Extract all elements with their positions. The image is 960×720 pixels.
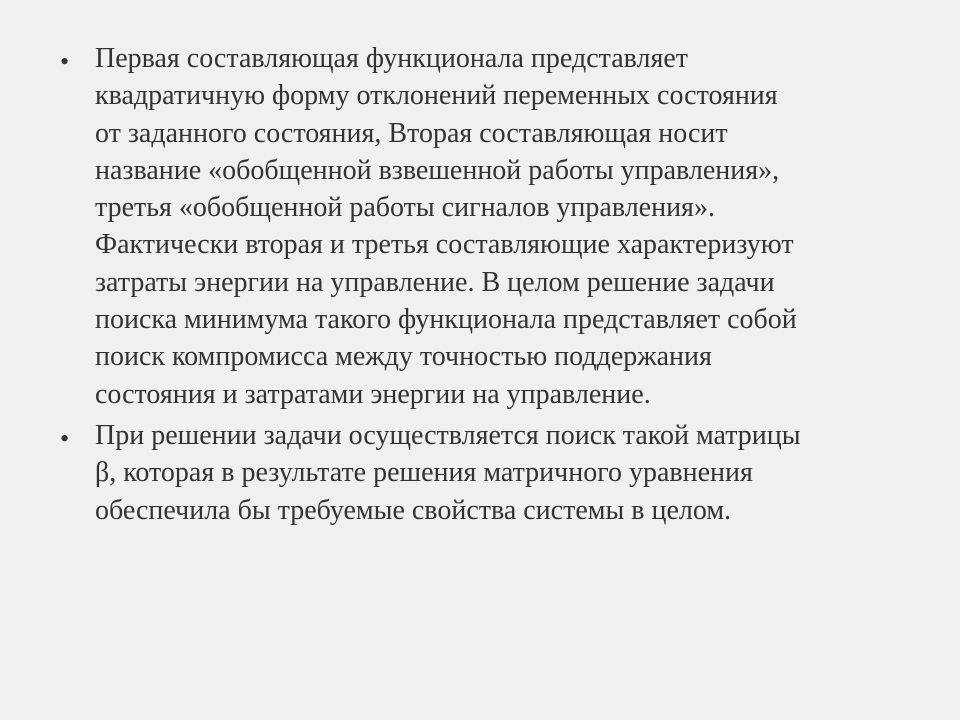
text-line: поиск компромисса между точностью поддержания <box>95 341 712 373</box>
text-line: Фактически вторая и третья составляющие характеризуют <box>95 229 794 261</box>
text-line: третья «обобщенной работы сигналов управления». <box>95 192 715 224</box>
text-line: состояния и затратами энергии на управление. <box>95 378 651 410</box>
bullet-dot-icon: • <box>60 423 70 453</box>
text-line: квадратичную форму отклонений переменных состояния <box>95 80 778 112</box>
text-line: При решении задачи осуществляется поиск такой матрицы <box>95 419 801 451</box>
bullet-dot-icon: • <box>60 47 70 76</box>
text-line: обеспечила бы требуемые свойства системы в целом. <box>95 494 732 526</box>
text-line: название «обобщенной взвешенной работы управления», <box>95 154 780 186</box>
text-line: от заданного состояния, Вторая составляющая носит <box>95 117 728 149</box>
text-line: Первая составляющая функционала представляет <box>95 43 689 74</box>
text-line: затраты энергии на управление. В целом решение задачи <box>95 266 775 298</box>
text-line: β, которая в результате решения матричного уравнения <box>95 457 753 489</box>
bullet-item-1 <box>0 40 910 413</box>
text-line: поиска минимума такого функционала представляет собой <box>95 304 797 336</box>
bullet-list <box>0 40 960 533</box>
bullet-item-2 <box>0 417 910 529</box>
